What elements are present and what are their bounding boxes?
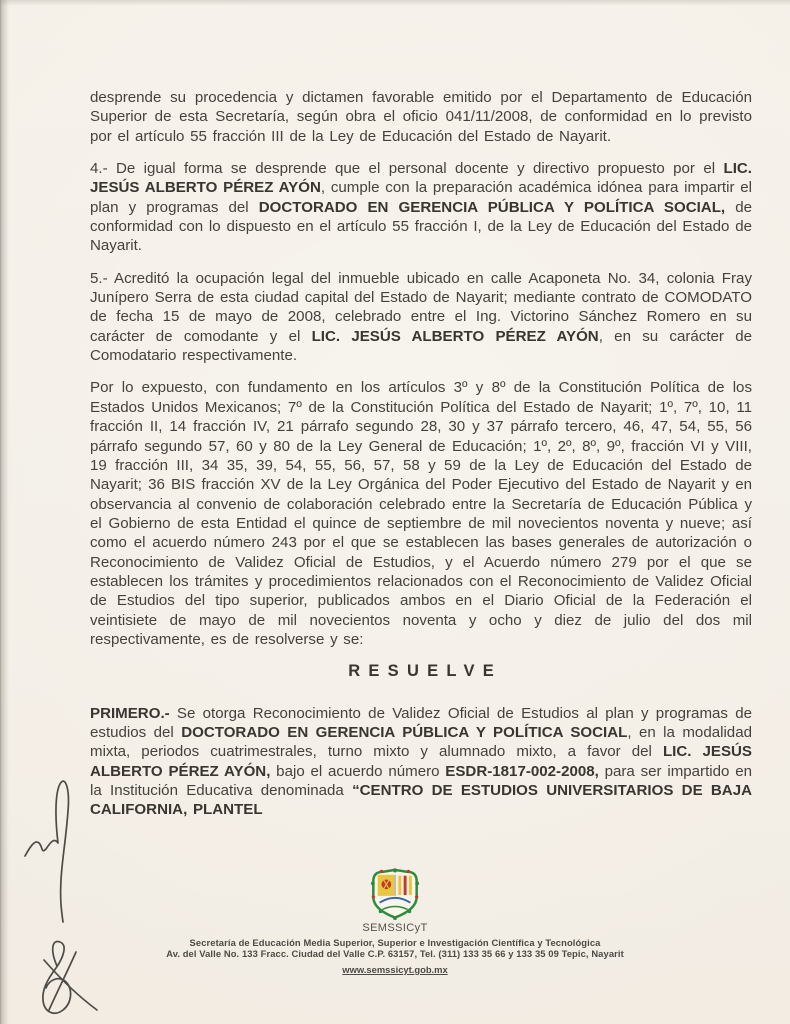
resolve-heading: RESUELVE bbox=[348, 662, 502, 681]
paragraph-primero: PRIMERO.- Se otorga Reconocimiento de Validez Oficial de Estudios al plan y programas de estudios del DOCTORADO EN GERENCIA PÚBLICA Y POLÍTICA SOCIAL, en la modalidad mixta, periodos cuatrimestrales, turno mixto y alumnado mixto, a favor del LIC. JESÚS ALBERTO PÉREZ AYÓN, bajo el acuerdo número ESDR-1817-002-2008, para ser impartido en la Institución Educativa denominada “CENTRO DE ESTUDIOS UNIVERSITARIOS DE BAJA CALIFORNIA, PLANTEL bbox=[90, 704, 752, 819]
footer-address: Av. del Valle No. 133 Fracc. Ciudad del Valle C.P. 63157, Tel. (311) 133 35 66 y 133 35 09 Tepic, Nayarit bbox=[166, 948, 624, 960]
paragraph-item-5: 5.- Acreditó la ocupación legal del inmueble ubicado en calle Acaponeta No. 34, colonia Fray Junípero Serra de esta ciudad capital del Estado de Nayarit; mediante contrato de COMODATO de fecha 15 de mayo de 2008, celebrado entre el Ing. Victorino Sánchez Romero en su carácter de comodante y el LIC. JESÚS ALBERTO PÉREZ AYÓN, en su carácter de Comodatario respectivamente. bbox=[90, 269, 752, 365]
paragraph-fundamento-legal: Por lo expuesto, con fundamento en los artículos 3º y 8º de la Constitución Política de los Estados Unidos Mexicanos; 7º de la Constitución Política del Estado de Nayarit; 1º, 7º, 10, 11 fracción II, 14 fracción IV, 21 párrafo segundo 28, 30 y 37 párrafo tercero, 46, 47, 54, 55, 56 párrafo segundo 57, 60 y 80 de la Ley General de Educación; 1º, 2º, 8º, 9º, fracción VI y VIII, 19 fracción III, 34 35, 39, 54, 55, 56, 57, 58 y 59 de la Ley de Educación del Estado de Nayarit; 36 BIS fracción XV de la Ley Orgánica del Poder Ejecutivo del Estado de Nayarit y en observancia al convenio de colaboración celebrado entre la Secretaría de Educación Pública y el Gobierno de esta Entidad el quince de septiembre de mil novecientos noventa y nueve; así como el acuerdo número 243 por el que se establecen las bases generales de autorización o Reconocimiento de Validez Oficial de Estudios, y el Acuerdo número 279 por el que se establecen los trámites y procedimientos relacionados con el Reconocimiento de Validez Oficial de Estudios del tipo superior, publicados ambos en el Diario Oficial de la Federación el veintisiete de mayo de mil novecientos noventa y ocho y diez de julio del dos mil respectivamente, es de resolverse y se: bbox=[90, 379, 752, 648]
website-url: www.semssicyt.gob.mx bbox=[342, 963, 448, 975]
scan-edge-top bbox=[0, 0, 790, 6]
paragraph-item-4: 4.- De igual forma se desprende que el personal docente y directivo propuesto por el LIC. JESÚS ALBERTO PÉREZ AYÓN, cumple con la preparación académica idónea para impartir el plan y programas del DOCTORADO EN GERENCIA PÚBLICA Y POLÍTICA SOCIAL, de conformidad con lo dispuesto en el artículo 55 fracción I, de la Ley de Educación del Estado de Nayarit. bbox=[90, 160, 752, 255]
nayarit-coat-of-arms-icon bbox=[366, 868, 424, 920]
document-body bbox=[90, 88, 752, 833]
paragraph-dictamen: desprende su procedencia y dictamen favorable emitido por el Departamento de Educación Superior de esta Secretaría, según obra el oficio 041/11/2008, de conformidad en lo previsto por el artículo 55 fracción III de la Ley de Educación del Estado de Nayarit. bbox=[90, 89, 752, 145]
org-abbreviation: SEMSSICyT bbox=[362, 922, 428, 934]
footer bbox=[0, 868, 790, 978]
footer-org-name: Secretaría de Educación Media Superior, Superior e Investigación Científica y Tecnológica bbox=[189, 937, 601, 948]
